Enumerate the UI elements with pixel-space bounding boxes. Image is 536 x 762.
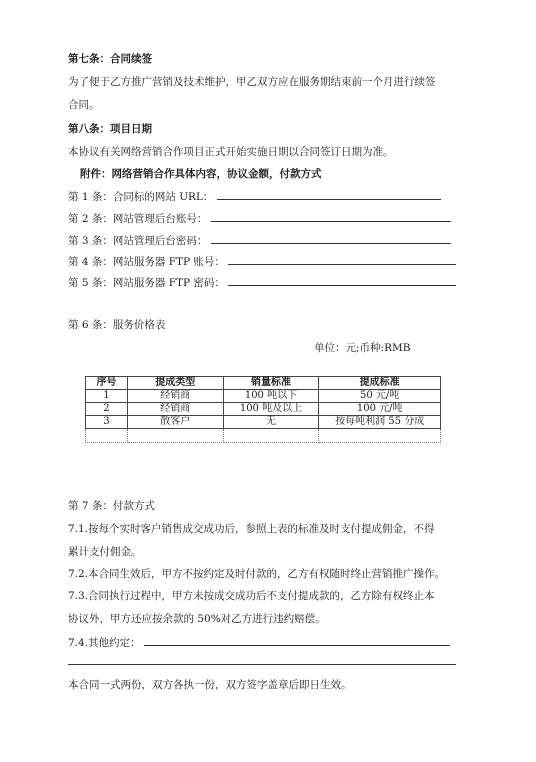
service-price-table [85,376,441,443]
field-ftp-password [68,275,456,290]
cell-no: 2 [86,403,128,416]
appendix-title: 附件：网络营销合作具体内容，协议金额，付款方式 [80,168,322,180]
field-label: 第 4 条：网站服务器 FTP 账号： [68,256,225,268]
field-admin-account [68,211,451,226]
table-header-row [86,377,441,390]
admin-password-input[interactable] [211,233,451,244]
payment-7-2: 7.2.本合同生效后，甲方不按约定及时付款的，乙方有权随时终止营销推广操作。 [68,568,446,580]
cell-commission: 按每吨利润 55 分成 [319,416,441,429]
cell-commission: 100 元/吨 [319,403,441,416]
ftp-password-input[interactable] [228,275,456,286]
table-row-empty [86,429,441,443]
ftp-account-input[interactable] [228,254,456,265]
field-label: 第 2 条：网站管理后台账号： [68,213,208,225]
article-6-title: 第 6 条：服务价格表 [68,319,166,331]
cell-volume: 100 吨及以上 [223,403,319,416]
closing-statement: 本合同一式两份，双方各执一份，双方签字盖章后即日生效。 [68,679,352,691]
table-row [86,403,441,416]
field-label: 第 5 条：网站服务器 FTP 密码： [68,277,225,289]
cell-empty [223,429,319,443]
cell-volume: 100 吨以下 [223,390,319,403]
payment-7-1-line2: 累计支付佣金。 [68,546,142,558]
article-7-title: 第七条：合同续签 [68,53,152,65]
cell-no: 1 [86,390,128,403]
cell-empty [319,429,441,443]
table-row [86,416,441,429]
payment-7-3-line1: 7.3.合同执行过程中，甲方未按成交成功后不支付提成款的，乙方除有权终止本 [68,590,435,602]
payment-7-4 [68,635,450,650]
header-volume: 销量标准 [223,377,319,390]
admin-account-input[interactable] [211,211,451,222]
cell-type: 经销商 [127,390,223,403]
header-type: 提成类型 [127,377,223,390]
cell-type: 经销商 [127,403,223,416]
cell-empty [127,429,223,443]
article-7-body-line1: 为了便于乙方推广营销及技术维护，甲乙双方应在服务期结束前一个月进行续签 [68,76,436,88]
table-row [86,390,441,403]
cell-commission: 50 元/吨 [319,390,441,403]
website-url-input[interactable] [217,189,441,200]
field-admin-password [68,233,451,248]
field-label: 第 3 条：网站管理后台密码： [68,235,208,247]
payment-7-1-line1: 7.1.按每个实时客户销售成交成功后，参照上表的标准及时支付提成佣金，不得 [68,523,435,535]
payment-7-3-line2: 协议外，甲方还应按余款的 50%对乙方进行违约赔偿。 [68,613,326,625]
cell-no: 3 [86,416,128,429]
article-7b-title: 第 7 条：付款方式 [68,500,155,512]
other-terms-label: 7.4.其他约定： [68,637,141,649]
cell-type: 散客户 [127,416,223,429]
article-7-body-line2: 合同。 [68,99,100,111]
article-8-title: 第八条：项目日期 [68,123,152,135]
field-ftp-account [68,254,456,269]
cell-volume: 无 [223,416,319,429]
field-label: 第 1 条：合同标的网站 URL： [68,191,214,203]
cell-empty [86,429,128,443]
header-commission: 提成标准 [319,377,441,390]
other-terms-input[interactable] [144,635,450,646]
other-terms-line2[interactable] [68,664,456,665]
article-8-body: 本协议有关网络营销合作项目正式开始实施日期以合同签订日期为准。 [68,146,394,158]
currency-unit: 单位：元;币种:RMB [314,342,411,354]
header-no: 序号 [86,377,128,390]
field-website-url [68,189,441,204]
